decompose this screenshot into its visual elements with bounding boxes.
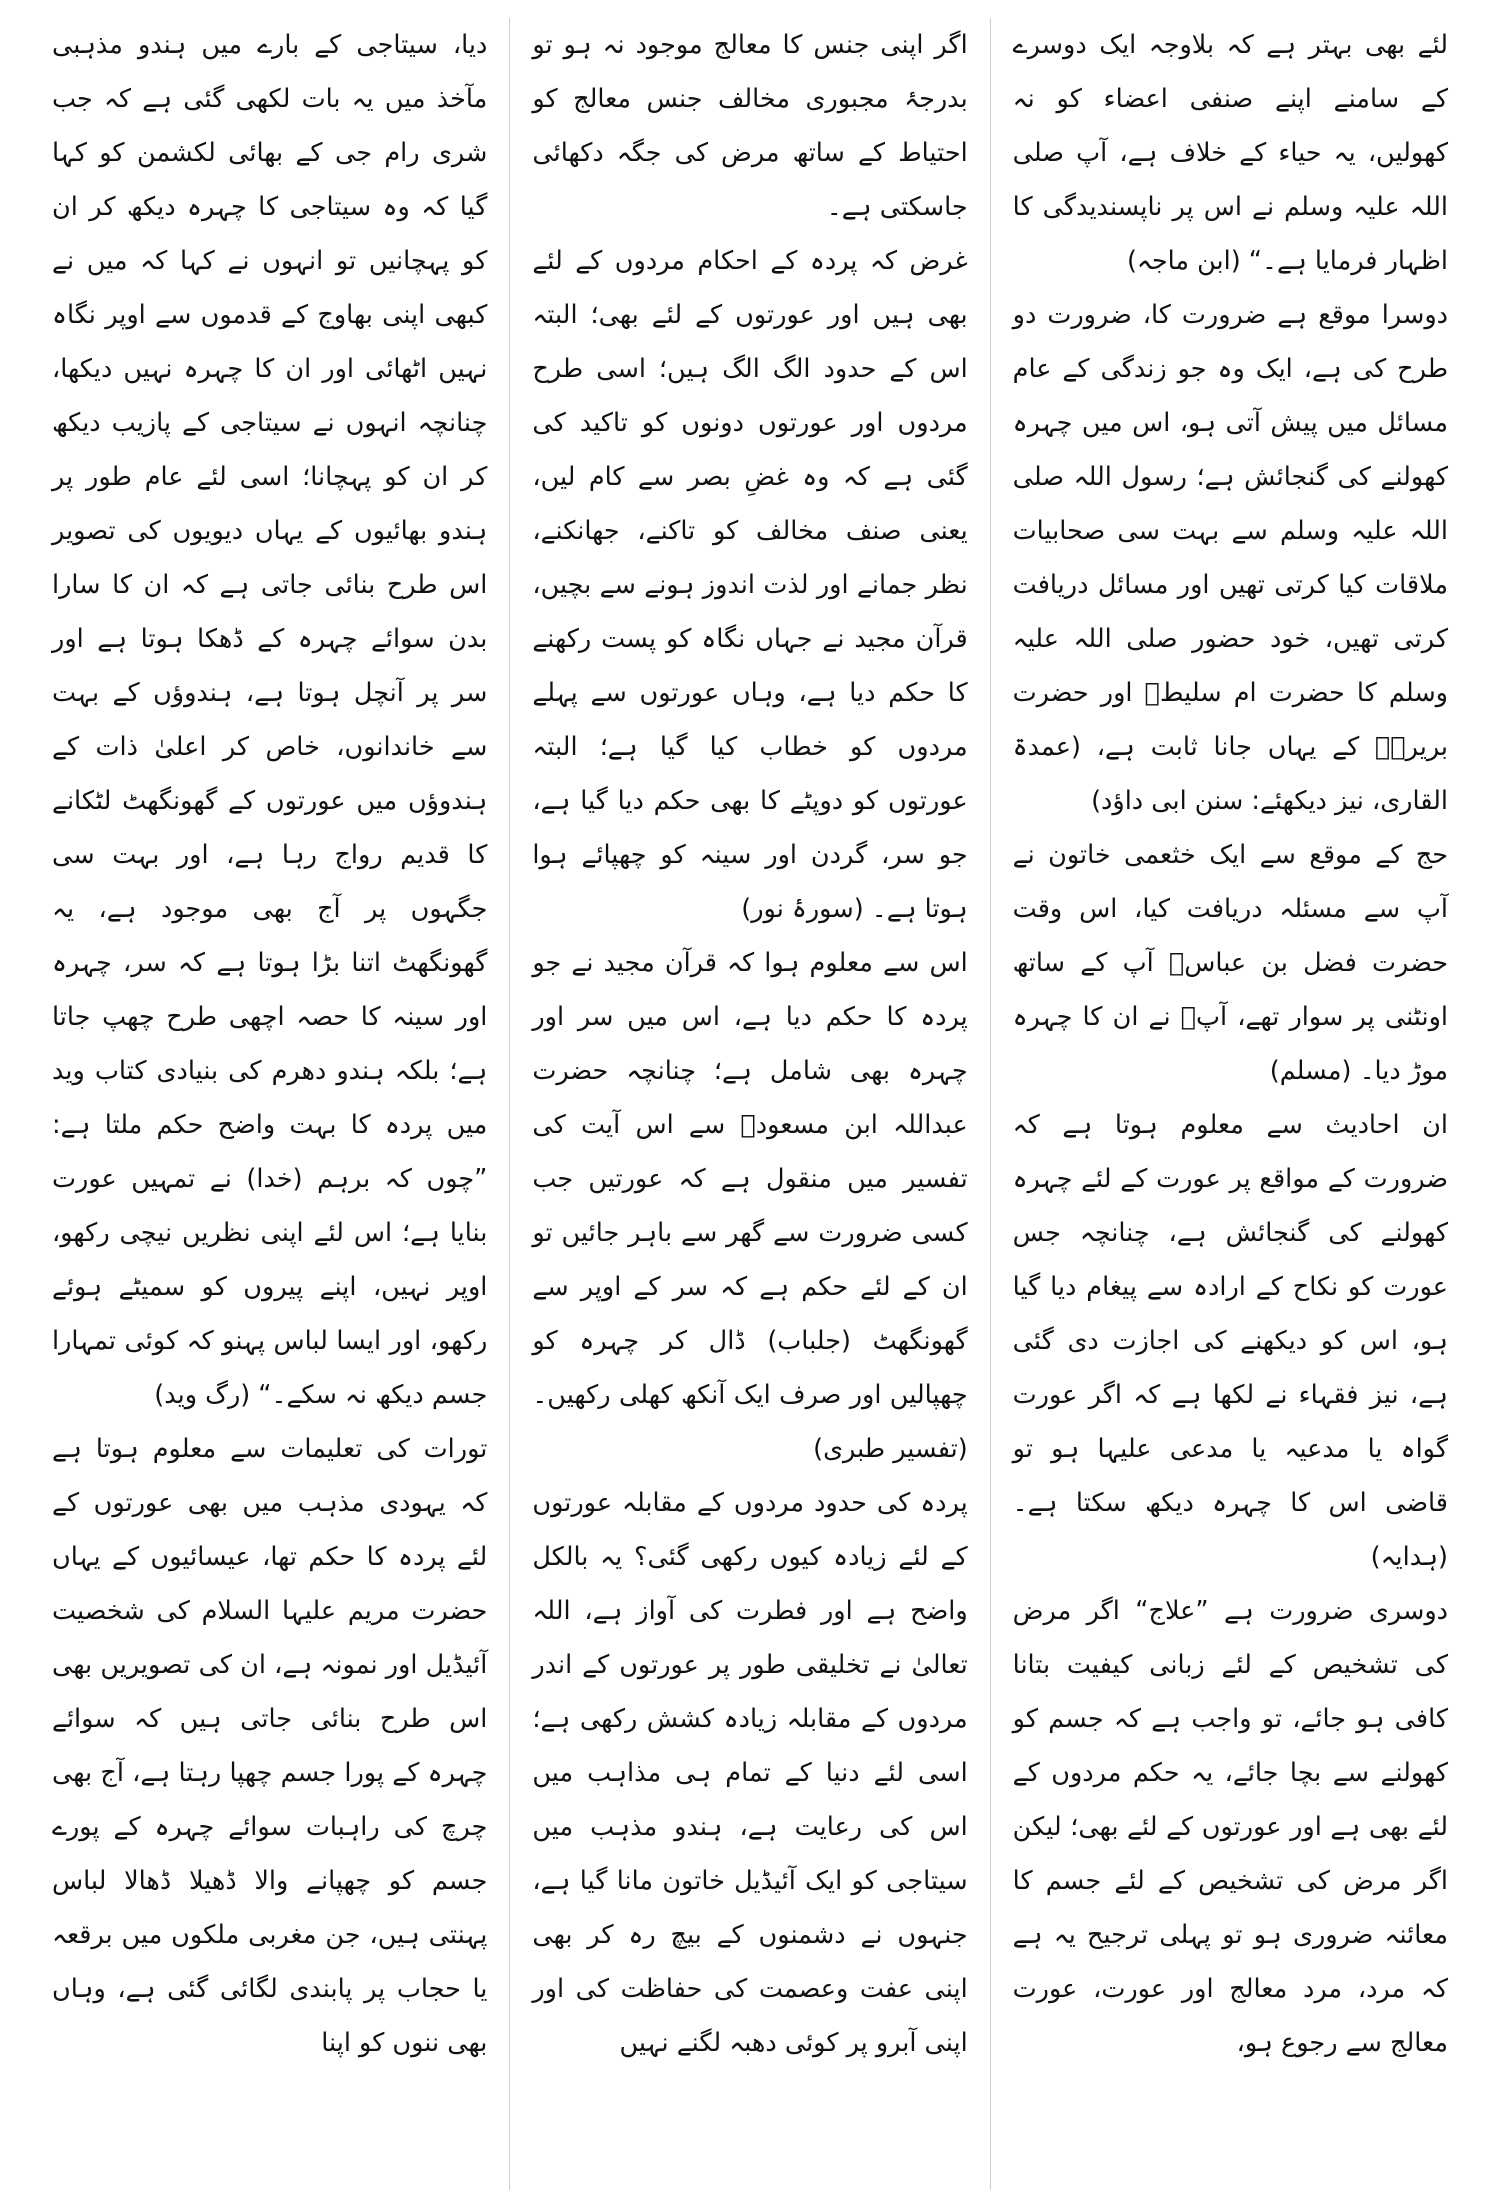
- paragraph: دیا، سیتاجی کے بارے میں ہندو مذہبی مآخذ میں یہ بات لکھی گئی ہے کہ جب شری رام جی کے بھائی لکشمن کو کہا گیا کہ وہ سیتاجی کا چہرہ دیکھ کر ان کو پہچانیں تو انہوں نے کہا کہ میں نے کبھی اپنی بھاوج کے قدموں سے اوپر نگاہ نہیں اٹھائی اور ان کا چہرہ نہیں دیکھا، چنانچہ انہوں نے سیتاجی کے پازیب دیکھ کر ان کو پہچانا؛ اسی لئے عام طور پر ہندو بھائیوں کے یہاں دیویوں کی تصویر اس طرح بنائی جاتی ہے کہ ان کا سارا بدن سوائے چہرہ کے ڈھکا ہوتا ہے اور سر پر آنچل ہوتا ہے، ہندوؤں کے بہت سے خاندانوں، خاص کر اعلیٰ ذات کے ہندوؤں میں عورتوں کے گھونگھٹ لٹکانے کا قدیم رواج رہا ہے، اور بہت سی جگہوں پر آج بھی موجود ہے، یہ گھونگھٹ اتنا بڑا ہوتا ہے کہ سر، چہرہ اور سینہ کا حصہ اچھی طرح چھپ جاتا ہے؛ بلکہ ہندو دھرم کی بنیادی کتاب وید میں پردہ کا بہت واضح حکم ملتا ہے: ”چوں کہ برہم (خدا) نے تمہیں عورت بنایا ہے؛ اس لئے اپنی نظریں نیچی رکھو، اوپر نہیں، اپنے پیروں کو سمیٹے ہوئے رکھو، اور ایسا لباس پہنو کہ کوئی تمہارا جسم دیکھ نہ سکے۔“ (رگ وید): [52, 30, 488, 1410]
- column-left: [30, 18, 509, 2190]
- column-middle: [510, 18, 989, 2190]
- column-right: [991, 18, 1470, 2190]
- column-divider: [990, 18, 991, 2190]
- paragraph: لئے بھی بہتر ہے کہ بلاوجہ ایک دوسرے کے سامنے اپنے صنفی اعضاء کو نہ کھولیں، یہ حیاء کے خلاف ہے، آپ صلی اللہ علیہ وسلم نے اس پر ناپسندیدگی کا اظہار فرمایا ہے۔“ (ابن ماجہ): [1012, 30, 1448, 276]
- paragraph: دوسرا موقع ہے ضرورت کا، ضرورت دو طرح کی ہے، ایک وہ جو زندگی کے عام مسائل میں پیش آتی ہو، اس میں چہرہ کھولنے کی گنجائش ہے؛ رسول اللہ صلی اللہ علیہ وسلم سے بہت سی صحابیات ملاقات کیا کرتی تھیں اور مسائل دریافت کرتی تھیں، خود حضور صلی اللہ علیہ وسلم کا حضرت ام سلیطؓ اور حضرت بریرہؓ کے یہاں جانا ثابت ہے، (عمدۃ القاری، نیز دیکھئے: سنن ابی داؤد): [1012, 300, 1448, 816]
- paragraph: اگر اپنی جنس کا معالج موجود نہ ہو تو بدرجۂ مجبوری مخالف جنس معالج کو احتیاط کے ساتھ مرض کی جگہ دکھائی جاسکتی ہے۔: [532, 30, 968, 222]
- paragraph: غرض کہ پردہ کے احکام مردوں کے لئے بھی ہیں اور عورتوں کے لئے بھی؛ البتہ اس کے حدود الگ الگ ہیں؛ اسی طرح مردوں اور عورتوں دونوں کو تاکید کی گئی ہے کہ وہ غضِ بصر سے کام لیں، یعنی صنف مخالف کو تاکنے، جھانکنے، نظر جمانے اور لذت اندوز ہونے سے بچیں، قرآن مجید نے جہاں نگاہ کو پست رکھنے کا حکم دیا ہے، وہاں عورتوں سے پہلے مردوں کو خطاب کیا گیا ہے؛ البتہ عورتوں کو دوپٹے کا بھی حکم دیا گیا ہے، جو سر، گردن اور سینہ کو چھپائے ہوا ہوتا ہے۔ (سورۂ نور): [532, 246, 968, 924]
- column-divider: [509, 18, 510, 2190]
- paragraph: حج کے موقع سے ایک خثعمی خاتون نے آپ سے مسئلہ دریافت کیا، اس وقت حضرت فضل بن عباسؓ آپ کے ساتھ اونٹنی پر سوار تھے، آپؐ نے ان کا چہرہ موڑ دیا۔ (مسلم): [1012, 840, 1448, 1086]
- paragraph: تورات کی تعلیمات سے معلوم ہوتا ہے کہ یہودی مذہب میں بھی عورتوں کے لئے پردہ کا حکم تھا، عیسائیوں کے یہاں حضرت مریم علیہا السلام کی شخصیت آئیڈیل اور نمونہ ہے، ان کی تصویریں بھی اس طرح بنائی جاتی ہیں کہ سوائے چہرہ کے پورا جسم چھپا رہتا ہے، آج بھی چرچ کی راہبات سوائے چہرہ کے پورے جسم کو چھپانے والا ڈھیلا ڈھالا لباس پہنتی ہیں، جن مغربی ملکوں میں برقعہ یا حجاب پر پابندی لگائی گئی ہے، وہاں بھی ننوں کو اپنا: [52, 1434, 488, 2058]
- paragraph: ان احادیث سے معلوم ہوتا ہے کہ ضرورت کے مواقع پر عورت کے لئے چہرہ کھولنے کی گنجائش ہے، چنانچہ جس عورت کو نکاح کے ارادہ سے پیغام دیا گیا ہو، اس کو دیکھنے کی اجازت دی گئی ہے، نیز فقہاء نے لکھا ہے کہ اگر عورت گواہ یا مدعیہ یا مدعی علیہا ہو تو قاضی اس کا چہرہ دیکھ سکتا ہے۔ (ہدایہ): [1012, 1110, 1448, 1572]
- paragraph: اس سے معلوم ہوا کہ قرآن مجید نے جو پردہ کا حکم دیا ہے، اس میں سر اور چہرہ بھی شامل ہے؛ چنانچہ حضرت عبداللہ ابن مسعودؓ سے اس آیت کی تفسیر میں منقول ہے کہ عورتیں جب کسی ضرورت سے گھر سے باہر جائیں تو ان کے لئے حکم ہے کہ سر کے اوپر سے گھونگھٹ (جلباب) ڈال کر چہرہ کو چھپالیں اور صرف ایک آنکھ کھلی رکھیں۔ (تفسیر طبری): [532, 948, 968, 1464]
- paragraph: دوسری ضرورت ہے ”علاج“ اگر مرض کی تشخیص کے لئے زبانی کیفیت بتانا کافی ہو جائے، تو واجب ہے کہ جسم کو کھولنے سے بچا جائے، یہ حکم مردوں کے لئے بھی ہے اور عورتوں کے لئے بھی؛ لیکن اگر مرض کی تشخیص کے لئے جسم کا معائنہ ضروری ہو تو پہلی ترجیح یہ ہے کہ مرد، مرد معالج اور عورت، عورت معالج سے رجوع ہو،: [1012, 1596, 1448, 2058]
- paragraph: پردہ کی حدود مردوں کے مقابلہ عورتوں کے لئے زیادہ کیوں رکھی گئی؟ یہ بالکل واضح ہے اور فطرت کی آواز ہے، اللہ تعالیٰ نے تخلیقی طور پر عورتوں کے اندر مردوں کے مقابلہ زیادہ کشش رکھی ہے؛ اسی لئے دنیا کے تمام ہی مذاہب میں اس کی رعایت ہے، ہندو مذہب میں سیتاجی کو ایک آئیڈیل خاتون مانا گیا ہے، جنہوں نے دشمنوں کے بیچ رہ کر بھی اپنی عفت وعصمت کی حفاظت کی اور اپنی آبرو پر کوئی دھبہ لگنے نہیں: [532, 1488, 968, 2058]
